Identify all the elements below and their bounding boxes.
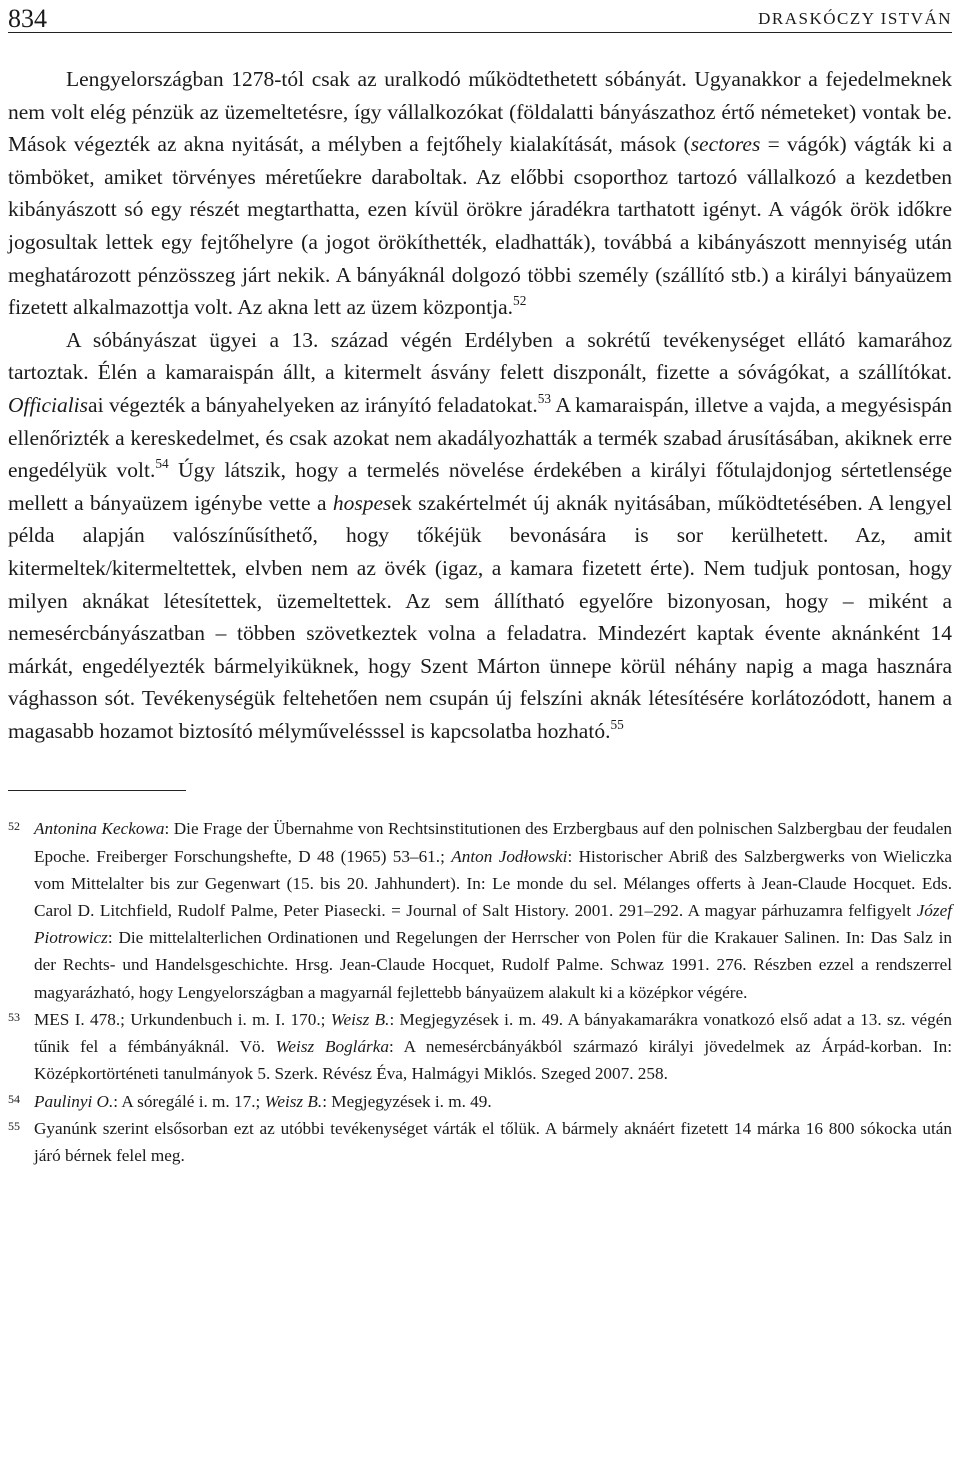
running-head: DRASKÓCZY ISTVÁN xyxy=(758,9,952,28)
footnotes xyxy=(8,815,952,1169)
footnote xyxy=(8,1115,952,1169)
text-run: A kamaraispán, illetve a vajda, a megyésispán ellenőrizték a kereskedelmet, és csak azokat nem akadályozhatták a termék szabad árusításában, akiknek erre engedélyük volt. xyxy=(8,392,952,483)
footnote xyxy=(8,815,952,1005)
text-run: ek szakértelmét új aknák nyitásában, működtetésében. A lengyel példa alapján valószínűsíthető, hogy tőkéjük bevonására is sor kerülhetett. Az, amit kitermeltek/kitermeltettek, elvben nem az övék (igaz, a kamara fizetett érte). Nem tudjuk pontosan, hogy milyen aknákat létesítettek, üzemeltettek. Az sem állítható egyelőre bizonyosan, hogy – miként a nemesércbányászatban – többen szövetkeztek volna a feladatra. Mindezért kaptak évente aknánként 14 márkát, engedélyezték bármelyiküknek, hogy Szent Márton ünnepe körül néhány napig a maga hasznára vághasson sót. Tevékenységük feltehetően nem csupán új felszíni aknák létesítésére korlátozódott, hanem a magasabb hozamot biztosító mélyművelésssel is kapcsolatba hozható. xyxy=(8,490,952,743)
text-run: = vágók) vágták ki a tömböket, amiket törvényes méretűekre daraboltak. Az előbbi csoporthoz tartozó vállalkozó a kezdetben kibányászott só egy részét megtarthatta, ezen kívül örökre járadékra tarthatott igényt. A vágók örök időkre jogosultak lettek egy fejtőhelyre (a jogot örökíthették, eladhatták), továbbá a kibányászott mennyiség után meghatározott pénzösszeg járt nekik. A bányáknál dolgozó többi személy (szállító stb.) a királyi bányaüzem fizetett alkalmazottja volt. Az akna lett az üzem központja. xyxy=(8,132,952,320)
footnote-ref: 52 xyxy=(513,293,527,309)
text-run: MES I. 478.; Urkundenbuch i. m. I. 170.; xyxy=(34,1009,331,1029)
footnote xyxy=(8,1088,952,1115)
text-run: : Megjegyzések i. m. 49. xyxy=(322,1091,492,1111)
text-run: Gyanúnk szerint elsősorban ezt az utóbbi tevékenységet várták el tőlük. A bármely aknáért fizetett 14 márka 16 800 sókocka után járó bérnek felel meg. xyxy=(34,1118,952,1165)
italic-text: Weisz B. xyxy=(330,1009,390,1029)
italic-text: Weisz Boglárka xyxy=(275,1037,389,1057)
text-run: : Megjegyzések i. m. 49. A bányakamarákra vonatkozó első adat a 13. sz. végén tűnik fel a fémbányáknál. Vö. xyxy=(34,1009,952,1057)
page-number: 834 xyxy=(8,4,47,33)
text-run: : A nemesércbányákból származó királyi jövedelmek az Árpád-korban. In: Középkortörténeti tanulmányok 5. Szerk. Révész Éva, Halmágyi Miklós. Szeged 2007. 258. xyxy=(34,1037,952,1084)
footnote-ref: 54 xyxy=(155,456,169,472)
text-run: : Die Frage der Übernahme von Rechtsinstitutionen des Erzbergbaus auf den polnischen Salzbergbau der feudalen Epoche. Freiberger Forschungshefte, D 48 (1965) 53–61.; xyxy=(34,819,952,866)
footnote-text xyxy=(34,1119,952,1165)
italic-text: sectores xyxy=(690,132,761,157)
text-run: : Die mittelalterlichen Ordinationen und Regelungen der Herrscher von Polen für die Krakauer Salinen. In: Das Salz in der Rechts- und Handelsgeschichte. Hrsg. Jean-Claude Hocquet, Rudolf Palme. Schwaz 1991. 276. Részben ezzel a rendszerrel magyarázható, hogy Lengyelországban a magyarnál fejlettebb bányaüzem alakult ki a középkor végére. xyxy=(34,928,952,1002)
footnote-separator xyxy=(8,790,186,791)
italic-text: hospes xyxy=(332,490,392,515)
text-run: : Historischer Abriß des Salzbergwerks von Wieliczka vom Mittelalter bis zur Gegenwart (15. bis 20. Jahhundert). In: Le monde du sel. Mélanges offerts à Jean-Claude Hocquet. Eds. Carol D. Litchfield, Rudolf Palme, Peter Piasecki. = Journal of Salt History. 2001. 291–292. A magyar párhuzamra felfigyelt xyxy=(34,846,952,921)
italic-text: Paulinyi O. xyxy=(34,1091,114,1111)
italic-text: Weisz B. xyxy=(264,1091,323,1111)
footnote-text xyxy=(34,1092,492,1111)
footnote-number: 52 xyxy=(8,819,20,834)
footnote-ref: 53 xyxy=(537,391,552,407)
text-run: A sóbányászat ügyei a 13. század végén Erdélyben a sokrétű tevékenységet ellátó kamarához tartoztak. Élén a kamaraispán állt, a kitermelt ásvány felett diszponált, fizette a sóvágókat, a szállítókat. xyxy=(8,327,952,385)
footnote-number: 53 xyxy=(8,1009,20,1024)
paragraph xyxy=(8,324,952,748)
italic-text: Antonina Keckowa xyxy=(34,819,165,839)
italic-text: Anton Jodłowski xyxy=(451,846,568,866)
footnote-text xyxy=(34,1010,952,1083)
text-run: ai végezték a bányahelyeken az irányító feladatokat. xyxy=(88,392,538,417)
footnote xyxy=(8,1006,952,1088)
italic-text: Józef Piotrowicz xyxy=(34,901,952,948)
footnote-number: 55 xyxy=(8,1118,20,1133)
paragraph xyxy=(8,63,952,324)
page xyxy=(8,0,952,1169)
footnote-number: 54 xyxy=(8,1091,20,1106)
text-run: Lengyelországban 1278-tól csak az uralkodó működtethetett sóbányát. Ugyanakkor a fejedelmeknek nem volt elég pénzük az üzemeltetésre, így vállalkozókat (földalatti bányászathoz értő németeket) vontak be. Mások végezték az akna nyitását, a mélyben a fejtőhely kialakítását, mások ( xyxy=(8,67,952,157)
body-text xyxy=(8,63,952,747)
footnote-ref: 55 xyxy=(610,717,624,733)
italic-text: Officialis xyxy=(8,392,89,417)
text-run: : A sóregálé i. m. 17.; xyxy=(113,1091,265,1111)
text-run: Úgy látszik, hogy a termelés növelése érdekében a királyi főtulajdonjog sértetlensége mellett a bányaüzem igénybe vette a xyxy=(8,458,952,515)
footnote-text xyxy=(34,819,952,1001)
page-header xyxy=(8,0,952,33)
